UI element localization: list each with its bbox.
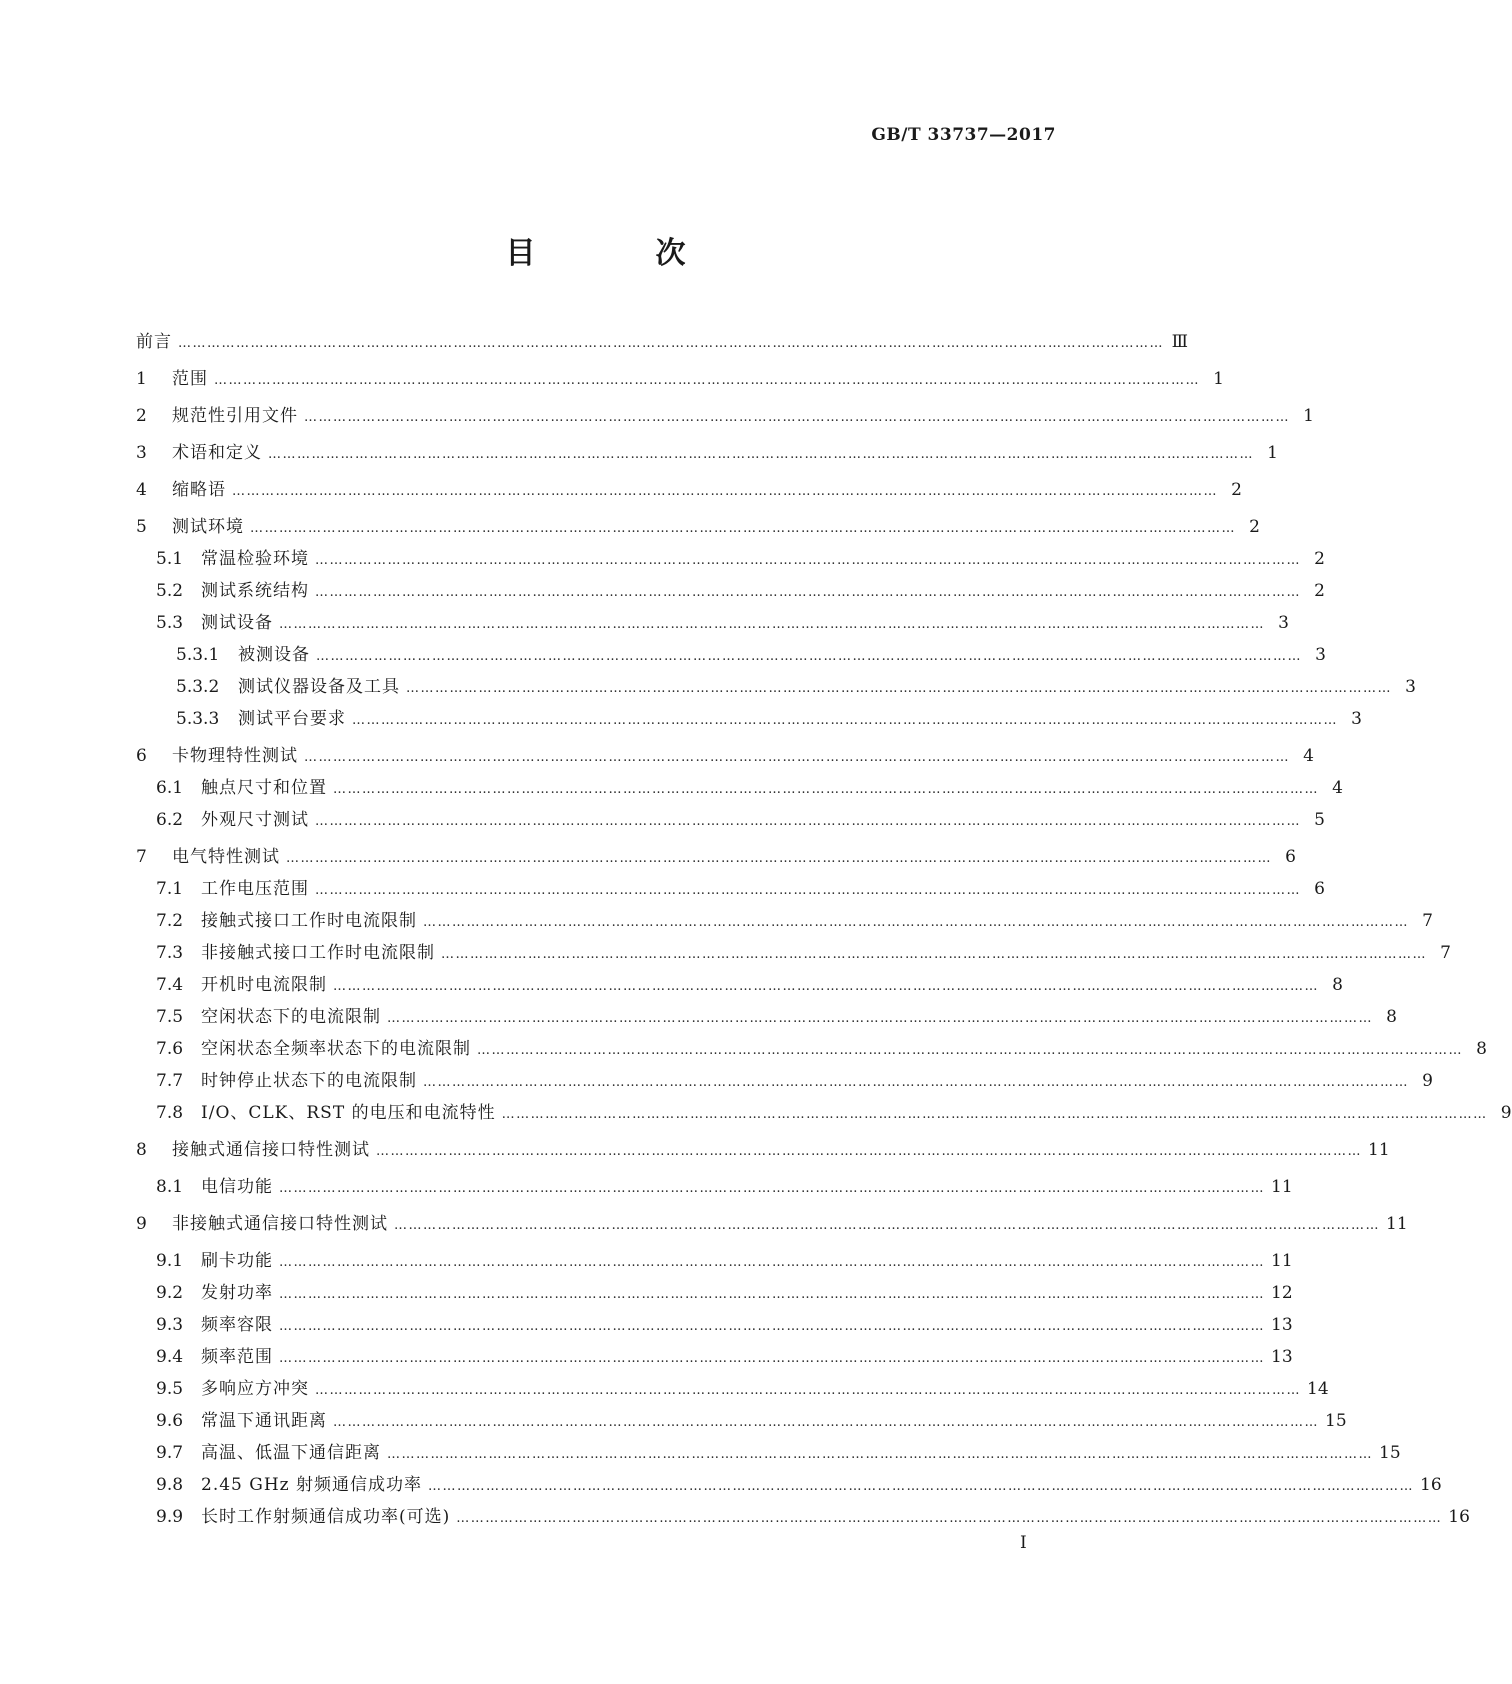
toc-leader: …………………………………………………………………………………………………………………………………………………………………………………… <box>423 1075 1409 1090</box>
toc-entry[interactable] <box>136 1437 1401 1469</box>
toc-entry-title: 缩略语 <box>172 480 226 500</box>
toc-entry-page: 7 <box>1440 943 1451 963</box>
toc-leader: …………………………………………………………………………………………………………………………………………………………………………………… <box>178 336 1164 351</box>
toc-entry-title: 开机时电流限制 <box>201 975 327 995</box>
toc-entry-page: 3 <box>1351 709 1362 729</box>
toc-entry-number: 5 <box>136 517 147 537</box>
page-number: I <box>1020 1533 1027 1553</box>
toc-entry-number: 7.3 <box>156 943 184 963</box>
toc-entry-number: 7.6 <box>156 1039 184 1059</box>
toc-entry-foreword[interactable] <box>136 326 1188 358</box>
toc-entry-title: 测试平台要求 <box>238 709 346 729</box>
toc-entry[interactable] <box>136 1245 1293 1277</box>
toc-leader: …………………………………………………………………………………………………………………………………………………………………………………… <box>316 649 1302 664</box>
toc-leader: …………………………………………………………………………………………………………………………………………………………………………………… <box>279 1181 1265 1196</box>
toc-entry-page: 12 <box>1271 1283 1293 1303</box>
toc-entry[interactable] <box>136 639 1326 671</box>
toc-entry[interactable] <box>136 543 1325 575</box>
toc-entry-title: 工作电压范围 <box>201 879 309 899</box>
toc-entry-number: 6.2 <box>156 810 184 830</box>
toc-entry-title: 频率范围 <box>201 1347 273 1367</box>
toc-entry-page: 16 <box>1420 1475 1442 1495</box>
toc-entry-page: 2 <box>1231 480 1242 500</box>
toc-entry-title: 测试系统结构 <box>201 581 309 601</box>
toc-entry-page: 11 <box>1271 1251 1293 1271</box>
toc-entry-page: 5 <box>1314 810 1325 830</box>
toc-entry-number: 5.3 <box>156 613 184 633</box>
toc-entry-number: 9 <box>136 1214 147 1234</box>
toc-entry[interactable] <box>136 905 1433 937</box>
toc-entry-number: 9.7 <box>156 1443 184 1463</box>
toc-entry-number: 9.3 <box>156 1315 184 1335</box>
toc-entry-number: 9.8 <box>156 1475 184 1495</box>
toc-leader: …………………………………………………………………………………………………………………………………………………………………………………… <box>441 947 1427 962</box>
toc-leader: …………………………………………………………………………………………………………………………………………………………………………………… <box>315 883 1301 898</box>
toc-leader: …………………………………………………………………………………………………………………………………………………………………………………… <box>394 1218 1380 1233</box>
toc-leader: …………………………………………………………………………………………………………………………………………………………………………………… <box>333 979 1319 994</box>
toc-entry[interactable] <box>136 740 1314 772</box>
toc-entry-number: 7.2 <box>156 911 184 931</box>
toc-entry-title: 被测设备 <box>238 645 310 665</box>
toc-entry-title: 频率容限 <box>201 1315 273 1335</box>
toc-entry-title: 非接触式通信接口特性测试 <box>172 1214 388 1234</box>
toc-entry-number: 5.3.3 <box>176 709 220 729</box>
toc-entry[interactable] <box>136 1501 1470 1533</box>
toc-entry-page: 7 <box>1422 911 1433 931</box>
toc-leader: …………………………………………………………………………………………………………………………………………………………………………………… <box>279 1351 1265 1366</box>
toc-leader: …………………………………………………………………………………………………………………………………………………………………………………… <box>406 681 1392 696</box>
toc-entry-title: 测试仪器设备及工具 <box>238 677 400 697</box>
toc-entry[interactable] <box>136 1001 1397 1033</box>
toc-entry-title: 常温下通讯距离 <box>201 1411 327 1431</box>
toc-entry-number: 9.4 <box>156 1347 184 1367</box>
toc-entry-title: 触点尺寸和位置 <box>201 778 327 798</box>
toc-leader: …………………………………………………………………………………………………………………………………………………………………………………… <box>376 1144 1362 1159</box>
toc-entry[interactable] <box>136 575 1325 607</box>
toc-leader: …………………………………………………………………………………………………………………………………………………………………………………… <box>501 1107 1488 1122</box>
toc-entry[interactable] <box>136 1171 1293 1203</box>
toc-entry-title: 电信功能 <box>201 1177 273 1197</box>
toc-entry[interactable] <box>136 511 1260 543</box>
toc-entry-page: 11 <box>1368 1140 1390 1160</box>
toc-leader: …………………………………………………………………………………………………………………………………………………………………………………… <box>423 915 1409 930</box>
toc-entry-number: 9.6 <box>156 1411 184 1431</box>
toc-leader: …………………………………………………………………………………………………………………………………………………………………………………… <box>250 521 1236 536</box>
toc-entry-title: 2.45 GHz 射频通信成功率 <box>201 1475 423 1495</box>
toc-entry-title: 规范性引用文件 <box>172 406 298 426</box>
toc-entry[interactable] <box>136 1277 1293 1309</box>
toc-entry-number: 7.4 <box>156 975 184 995</box>
toc-entry-number: 7.8 <box>156 1103 184 1123</box>
toc-leader: …………………………………………………………………………………………………………………………………………………………………………………… <box>232 484 1218 499</box>
toc-entry-page: 3 <box>1278 613 1289 633</box>
toc-leader: …………………………………………………………………………………………………………………………………………………………………………………… <box>268 447 1254 462</box>
toc-entry-page: 11 <box>1271 1177 1293 1197</box>
toc-entry[interactable] <box>136 437 1278 469</box>
toc-entry-title: 空闲状态下的电流限制 <box>201 1007 381 1027</box>
toc-entry-page: 3 <box>1405 677 1416 697</box>
toc-entry[interactable] <box>136 1134 1390 1166</box>
toc-entry-page: 9 <box>1500 1103 1512 1123</box>
toc-entry[interactable] <box>136 772 1343 804</box>
toc-entry[interactable] <box>136 474 1242 506</box>
toc-leader: …………………………………………………………………………………………………………………………………………………………………………………… <box>428 1479 1415 1494</box>
toc-entry-page: 9 <box>1422 1071 1433 1091</box>
toc-entry-page: 6 <box>1285 847 1296 867</box>
toc-entry-number: 9.9 <box>156 1507 184 1527</box>
toc-entry-title: 接触式通信接口特性测试 <box>172 1140 370 1160</box>
toc-entry-page: 15 <box>1379 1443 1401 1463</box>
toc-entry-number: 3 <box>136 443 147 463</box>
toc-entry-page: 16 <box>1448 1507 1470 1527</box>
toc-entry-title: I/O、CLK、RST 的电压和电流特性 <box>201 1103 496 1123</box>
toc-leader: …………………………………………………………………………………………………………………………………………………………………………………… <box>315 553 1301 568</box>
toc-entry-title: 外观尺寸测试 <box>201 810 309 830</box>
toc-entry-number: 4 <box>136 480 147 500</box>
toc-entry-title: 术语和定义 <box>172 443 262 463</box>
toc-entry-title: 刷卡功能 <box>201 1251 273 1271</box>
toc-entry-title: 长时工作射频通信成功率(可选) <box>201 1507 451 1527</box>
toc-leader: …………………………………………………………………………………………………………………………………………………………………………………… <box>286 851 1272 866</box>
toc-entry-page: 1 <box>1303 406 1314 426</box>
toc-leader: …………………………………………………………………………………………………………………………………………………………………………………… <box>279 1255 1265 1270</box>
toc-entry[interactable] <box>136 1405 1347 1437</box>
toc-title: 目 次 <box>505 236 731 271</box>
table-of-contents <box>136 326 1512 1533</box>
toc-entry[interactable] <box>136 1469 1442 1501</box>
toc-entry-number: 8.1 <box>156 1177 184 1197</box>
toc-leader: …………………………………………………………………………………………………………………………………………………………………………………… <box>279 1287 1265 1302</box>
toc-entry[interactable] <box>136 363 1224 395</box>
toc-entry-title: 范围 <box>172 369 208 389</box>
toc-entry-page: 8 <box>1476 1039 1487 1059</box>
toc-entry-number: 8 <box>136 1140 147 1160</box>
toc-entry[interactable] <box>136 1065 1433 1097</box>
toc-entry-number: 6.1 <box>156 778 184 798</box>
toc-entry[interactable] <box>136 1033 1487 1065</box>
toc-entry[interactable] <box>136 607 1289 639</box>
toc-entry[interactable] <box>136 671 1416 703</box>
toc-entry-number: 7.1 <box>156 879 184 899</box>
toc-entry-page: 3 <box>1315 645 1326 665</box>
toc-entry[interactable] <box>136 400 1314 432</box>
toc-entry[interactable] <box>136 804 1325 836</box>
toc-entry-title: 空闲状态全频率状态下的电流限制 <box>201 1039 471 1059</box>
toc-entry-page: 6 <box>1314 879 1325 899</box>
toc-entry-page: 14 <box>1307 1379 1329 1399</box>
toc-entry[interactable] <box>136 1309 1293 1341</box>
toc-entry-number: 7.5 <box>156 1007 184 1027</box>
toc-entry[interactable] <box>136 1097 1512 1129</box>
toc-entry-number: 5.2 <box>156 581 184 601</box>
toc-leader: …………………………………………………………………………………………………………………………………………………………………………………… <box>315 814 1301 829</box>
toc-leader: …………………………………………………………………………………………………………………………………………………………………………………… <box>387 1011 1373 1026</box>
toc-entry[interactable] <box>136 703 1362 735</box>
toc-entry-number: 9.5 <box>156 1379 184 1399</box>
toc-entry-title: 时钟停止状态下的电流限制 <box>201 1071 417 1091</box>
standard-number: GB/T 33737—2017 <box>871 125 1056 145</box>
toc-leader: …………………………………………………………………………………………………………………………………………………………………………………… <box>214 373 1200 388</box>
toc-leader: …………………………………………………………………………………………………………………………………………………………………………………… <box>304 410 1290 425</box>
toc-leader: …………………………………………………………………………………………………………………………………………………………………………………… <box>315 585 1301 600</box>
toc-entry-page: 11 <box>1386 1214 1408 1234</box>
toc-entry-page: Ⅲ <box>1171 332 1188 352</box>
toc-entry-title: 测试环境 <box>172 517 244 537</box>
toc-entry-page: 1 <box>1267 443 1278 463</box>
toc-entry-number: 5.3.1 <box>176 645 220 665</box>
toc-entry-title: 电气特性测试 <box>172 847 280 867</box>
toc-entry-number: 9.2 <box>156 1283 184 1303</box>
toc-entry-number: 1 <box>136 369 147 389</box>
toc-entry-page: 8 <box>1332 975 1343 995</box>
toc-leader: …………………………………………………………………………………………………………………………………………………………………………………… <box>352 713 1338 728</box>
toc-leader: …………………………………………………………………………………………………………………………………………………………………………………… <box>279 1319 1265 1334</box>
toc-leader: …………………………………………………………………………………………………………………………………………………………………………………… <box>279 617 1265 632</box>
toc-entry[interactable] <box>136 1373 1329 1405</box>
toc-entry-page: 4 <box>1303 746 1314 766</box>
toc-entry-title: 前言 <box>136 332 172 352</box>
toc-leader: …………………………………………………………………………………………………………………………………………………………………………………… <box>456 1511 1443 1526</box>
toc-leader: …………………………………………………………………………………………………………………………………………………………………………………… <box>304 750 1290 765</box>
toc-entry[interactable] <box>136 1341 1293 1373</box>
toc-entry-page: 13 <box>1271 1347 1293 1367</box>
toc-entry-number: 7 <box>136 847 147 867</box>
toc-entry-title: 测试设备 <box>201 613 273 633</box>
toc-entry[interactable] <box>136 937 1451 969</box>
toc-leader: …………………………………………………………………………………………………………………………………………………………………………………… <box>387 1447 1373 1462</box>
toc-leader: …………………………………………………………………………………………………………………………………………………………………………………… <box>315 1383 1301 1398</box>
toc-entry[interactable] <box>136 969 1343 1001</box>
toc-leader: …………………………………………………………………………………………………………………………………………………………………………………… <box>333 782 1319 797</box>
toc-entry-number: 2 <box>136 406 147 426</box>
toc-entry-title: 接触式接口工作时电流限制 <box>201 911 417 931</box>
toc-entry-title: 常温检验环境 <box>201 549 309 569</box>
toc-entry-number: 5.1 <box>156 549 184 569</box>
toc-entry-page: 2 <box>1314 581 1325 601</box>
toc-entry-page: 15 <box>1325 1411 1347 1431</box>
toc-entry-page: 4 <box>1332 778 1343 798</box>
toc-entry-title: 非接触式接口工作时电流限制 <box>201 943 435 963</box>
toc-entry-title: 卡物理特性测试 <box>172 746 298 766</box>
toc-entry-title: 多响应方冲突 <box>201 1379 309 1399</box>
toc-entry-page: 2 <box>1249 517 1260 537</box>
toc-leader: …………………………………………………………………………………………………………………………………………………………………………………… <box>333 1415 1319 1430</box>
toc-entry-page: 8 <box>1386 1007 1397 1027</box>
toc-entry-number: 9.1 <box>156 1251 184 1271</box>
toc-entry-number: 7.7 <box>156 1071 184 1091</box>
toc-entry[interactable] <box>136 873 1325 905</box>
toc-entry-title: 高温、低温下通信距离 <box>201 1443 381 1463</box>
toc-entry-page: 13 <box>1271 1315 1293 1335</box>
toc-entry[interactable] <box>136 1208 1408 1240</box>
toc-entry-title: 发射功率 <box>201 1283 273 1303</box>
toc-entry[interactable] <box>136 841 1296 873</box>
toc-entry-number: 6 <box>136 746 147 766</box>
toc-entry-page: 2 <box>1314 549 1325 569</box>
toc-leader: …………………………………………………………………………………………………………………………………………………………………………………… <box>477 1043 1463 1058</box>
toc-entry-number: 5.3.2 <box>176 677 220 697</box>
toc-entry-page: 1 <box>1213 369 1224 389</box>
